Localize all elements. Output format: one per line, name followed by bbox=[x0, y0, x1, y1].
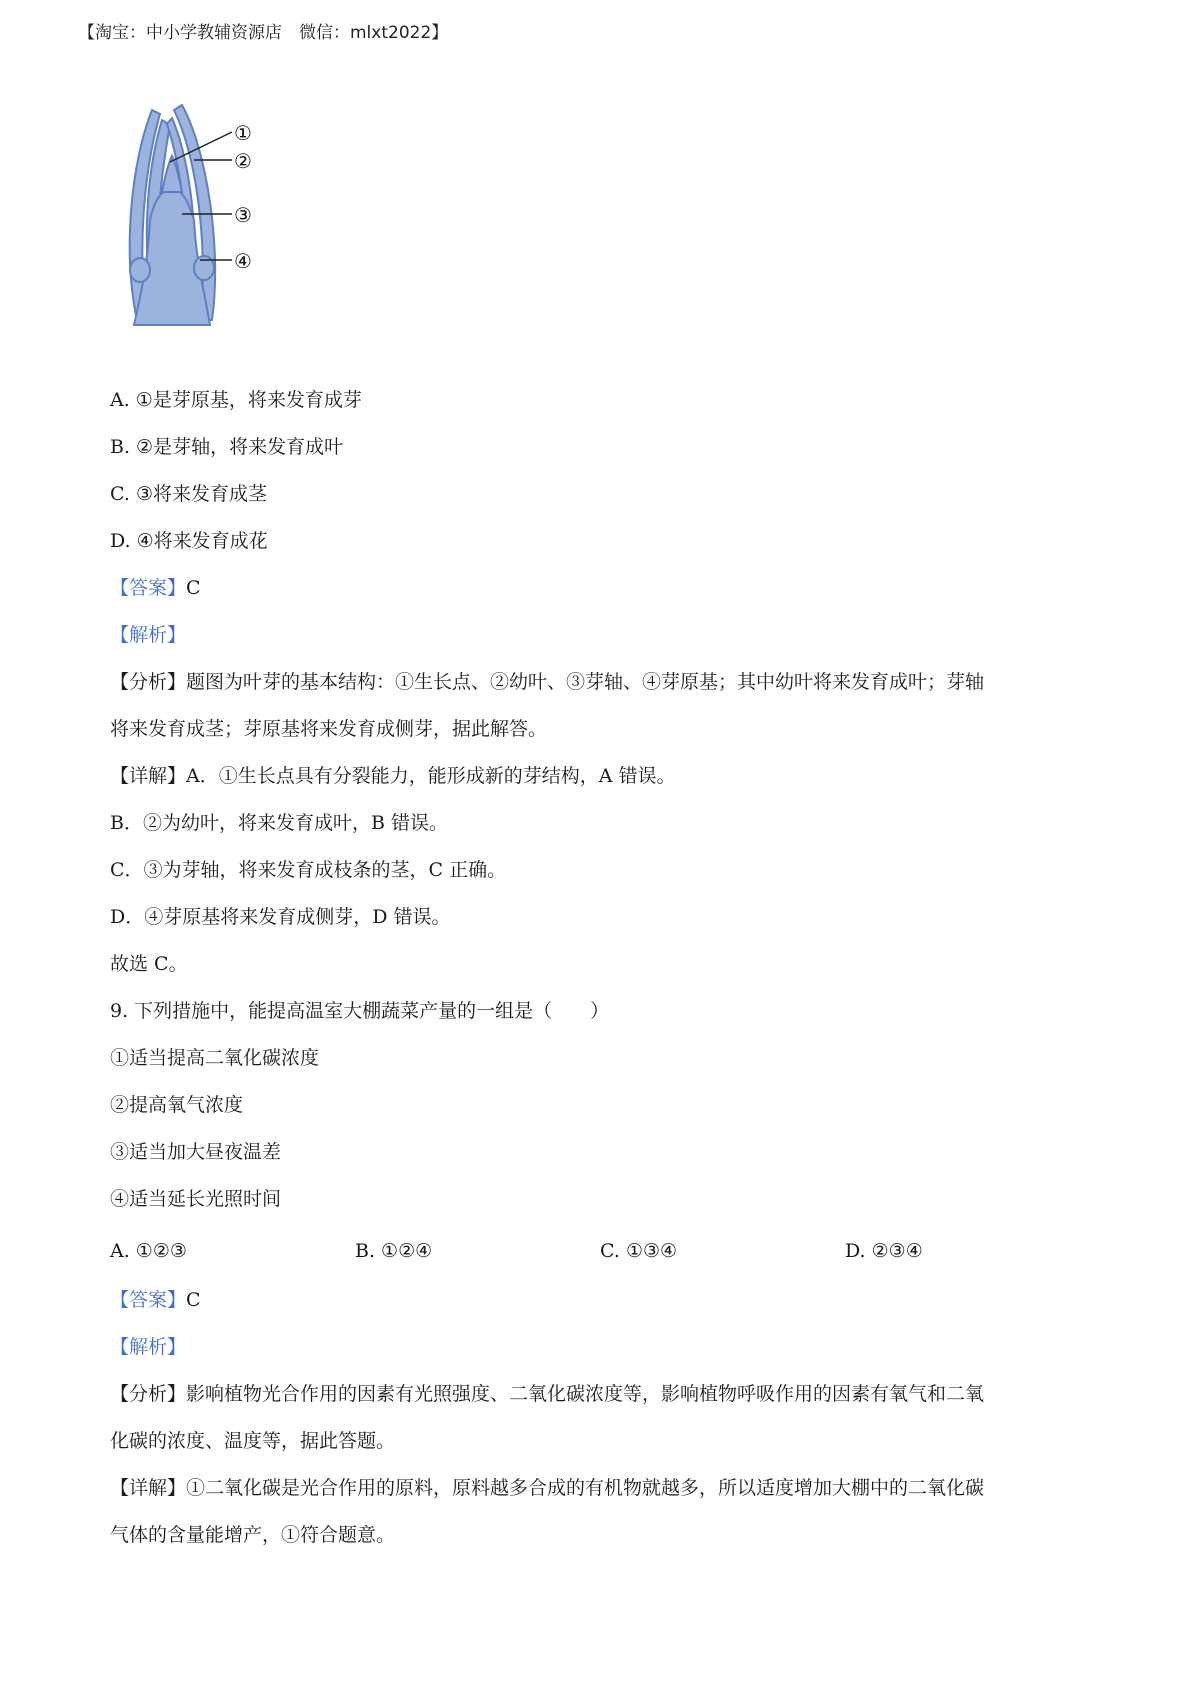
answer-tag: 【答案】 bbox=[110, 577, 187, 599]
q9-item-2: ②提高氧气浓度 bbox=[110, 1094, 244, 1116]
label-2: ② bbox=[234, 149, 252, 173]
q8-option-c: C. ③将来发育成茎 bbox=[110, 483, 267, 505]
q9-item-4: ④适当延长光照时间 bbox=[110, 1188, 282, 1210]
q9-option-a: A. ①②③ bbox=[110, 1240, 187, 1262]
label-3: ③ bbox=[234, 203, 252, 227]
q8-detail-c: C．③为芽轴，将来发育成枝条的茎，C 正确。 bbox=[110, 859, 507, 881]
q8-analysis-tag: 【解析】 bbox=[110, 624, 187, 646]
answer-value: C bbox=[186, 1289, 201, 1311]
label-1: ① bbox=[234, 121, 252, 145]
q8-analysis-line-2: 将来发育成茎；芽原基将来发育成侧芽，据此解答。 bbox=[110, 718, 548, 740]
q8-option-a: A. ①是芽原基，将来发育成芽 bbox=[110, 389, 362, 411]
answer-value: C bbox=[186, 577, 201, 599]
q8-detail-b: B．②为幼叶，将来发育成叶，B 错误。 bbox=[110, 812, 448, 834]
q8-conclusion: 故选 C。 bbox=[110, 953, 188, 975]
q9-option-d: D. ②③④ bbox=[845, 1240, 923, 1262]
leaf-bud-diagram bbox=[112, 100, 292, 360]
answer-tag: 【答案】 bbox=[110, 1289, 187, 1311]
q9-detail-line-2: 气体的含量能增产，①符合题意。 bbox=[110, 1524, 396, 1546]
page-header: 【淘宝：中小学教辅资源店 微信：mlxt2022】 bbox=[78, 23, 449, 43]
q9-answer bbox=[110, 1287, 201, 1313]
q9-option-c: C. ①③④ bbox=[600, 1240, 678, 1262]
q8-option-d: D. ④将来发育成花 bbox=[110, 530, 268, 552]
q8-answer bbox=[110, 575, 201, 601]
label-4: ④ bbox=[234, 249, 252, 273]
q9-analysis-line-2: 化碳的浓度、温度等，据此答题。 bbox=[110, 1430, 396, 1452]
q9-stem: 9. 下列措施中，能提高温室大棚蔬菜产量的一组是（ ） bbox=[110, 1000, 610, 1022]
q8-analysis-line-1: 【分析】题图为叶芽的基本结构：①生长点、②幼叶、③芽轴、④芽原基；其中幼叶将来发育成叶；芽轴 bbox=[110, 671, 985, 693]
q8-option-b: B. ②是芽轴，将来发育成叶 bbox=[110, 436, 344, 458]
q9-detail-line-1: 【详解】①二氧化碳是光合作用的原料，原料越多合成的有机物就越多，所以适度增加大棚中的二氧化碳 bbox=[110, 1477, 985, 1499]
q8-detail-d: D．④芽原基将来发育成侧芽，D 错误。 bbox=[110, 906, 451, 928]
q9-option-b: B. ①②④ bbox=[355, 1240, 433, 1262]
q9-item-3: ③适当加大昼夜温差 bbox=[110, 1141, 282, 1163]
q9-analysis-line-1: 【分析】影响植物光合作用的因素有光照强度、二氧化碳浓度等，影响植物呼吸作用的因素有氧气和二氧 bbox=[110, 1383, 985, 1405]
q9-analysis-tag: 【解析】 bbox=[110, 1336, 187, 1358]
q9-item-1: ①适当提高二氧化碳浓度 bbox=[110, 1047, 320, 1069]
q8-detail-a: 【详解】A．①生长点具有分裂能力，能形成新的芽结构，A 错误。 bbox=[110, 765, 676, 787]
